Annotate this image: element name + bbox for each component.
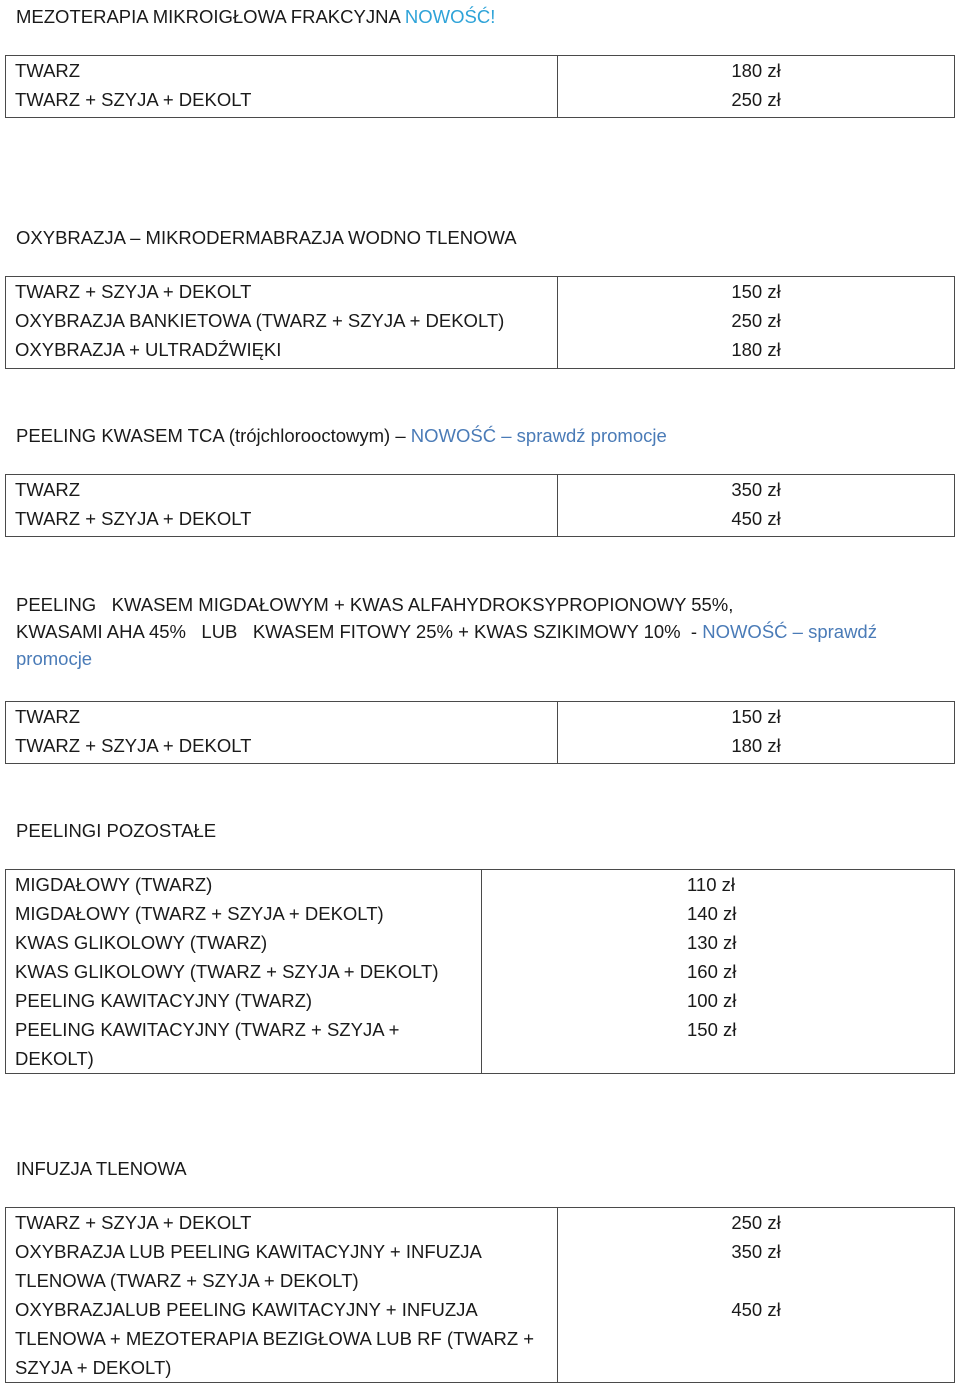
table-row (6, 1208, 955, 1383)
treatment-label: MIGDAŁOWY (TWARZ) (15, 874, 213, 895)
price-value: 100 zł (687, 990, 737, 1011)
price-cell (558, 277, 955, 369)
price-value: 180 zł (731, 735, 781, 756)
section-title-peeling-tca (16, 422, 667, 449)
price-value: 250 zł (731, 89, 781, 110)
table-row (6, 702, 955, 764)
treatment-label: OXYBRAZJA LUB PEELING KAWITACYJNY + INFUZJA TLENOWA (TWARZ + SZYJA + DEKOLT) (15, 1241, 481, 1291)
price-table-peelingi-pozostale (5, 869, 955, 1074)
price-cell (558, 56, 955, 118)
section-title-line: PEELING KWASEM MIGDAŁOWYM + KWAS ALFAHYDROKSYPROPIONOWY 55%, (16, 594, 734, 615)
price-table-infuzja (5, 1207, 955, 1383)
section-title-text: MEZOTERAPIA MIKROIGŁOWA FRAKCYJNA (16, 6, 400, 27)
price-value: 110 zł (687, 874, 735, 895)
treatment-label: TWARZ + SZYJA + DEKOLT (15, 281, 252, 302)
treatment-cell (6, 277, 558, 369)
price-value: 450 zł (731, 508, 781, 529)
section-title-peelingi-pozostale: PEELINGI POZOSTAŁE (16, 820, 217, 841)
price-table-oxybrazja (5, 276, 955, 369)
treatment-label: PEELING KAWITACYJNY (TWARZ) (15, 990, 313, 1011)
price-cell (558, 702, 955, 764)
price-value: 160 zł (687, 961, 737, 982)
price-cell (558, 475, 955, 537)
section-title-oxybrazja: OXYBRAZJA – MIKRODERMABRAZJA WODNO TLENOWA (16, 227, 517, 248)
treatment-label: PEELING KAWITACYJNY (TWARZ + SZYJA + DEKOLT) (15, 1019, 400, 1069)
price-table-mezoterapia (5, 55, 955, 118)
treatment-cell (6, 56, 558, 118)
treatment-cell (6, 870, 482, 1074)
treatment-label: TWARZ (15, 479, 81, 500)
treatment-label: TWARZ (15, 706, 81, 727)
promo-link[interactable]: NOWOŚĆ – sprawdź (702, 621, 877, 642)
promo-link[interactable]: NOWOŚĆ – sprawdź promocje (410, 425, 667, 446)
section-title-peeling-migdalowy (16, 591, 946, 672)
treatment-label: MIGDAŁOWY (TWARZ + SZYJA + DEKOLT) (15, 903, 384, 924)
treatment-label: OXYBRAZJA BANKIETOWA (TWARZ + SZYJA + DEKOLT) (15, 310, 505, 331)
price-cell (482, 870, 955, 1074)
table-row (6, 56, 955, 118)
section-title-line-2 (16, 618, 946, 645)
price-cell (558, 1208, 955, 1383)
treatment-label: TWARZ + SZYJA + DEKOLT (15, 1212, 252, 1233)
price-value: 150 zł (731, 281, 781, 302)
section-title-infuzja: INFUZJA TLENOWA (16, 1158, 187, 1179)
price-table-peeling-migdalowy (5, 701, 955, 764)
treatment-label: KWAS GLIKOLOWY (TWARZ) (15, 932, 268, 953)
price-value: 180 zł (731, 339, 781, 360)
treatment-cell (6, 475, 558, 537)
table-row (6, 870, 955, 1074)
price-value: 150 zł (687, 1019, 737, 1040)
price-value: 450 zł (731, 1299, 781, 1320)
table-row (6, 277, 955, 369)
promo-link-continued[interactable]: promocje (16, 648, 93, 669)
treatment-label: TWARZ + SZYJA + DEKOLT (15, 89, 252, 110)
price-value: 250 zł (731, 310, 781, 331)
treatment-label: KWAS GLIKOLOWY (TWARZ + SZYJA + DEKOLT) (15, 961, 439, 982)
treatment-label: TWARZ + SZYJA + DEKOLT (15, 508, 252, 529)
price-value: 140 zł (687, 903, 737, 924)
price-value: 150 zł (731, 706, 781, 727)
price-value: 180 zł (731, 60, 781, 81)
section-title-text: PEELING KWASEM TCA (trójchlorooctowym) – (16, 425, 406, 446)
treatment-label: TWARZ + SZYJA + DEKOLT (15, 735, 252, 756)
treatment-cell (6, 1208, 558, 1383)
treatment-label: OXYBRAZJA + ULTRADŹWIĘKI (15, 339, 282, 360)
price-value: 250 zł (731, 1212, 781, 1233)
treatment-label: OXYBRAZJALUB PEELING KAWITACYJNY + INFUZJA TLENOWA + MEZOTERAPIA BEZIGŁOWA LUB RF (TWARZ + SZYJA + DEKOLT) (15, 1299, 535, 1378)
treatment-cell (6, 702, 558, 764)
treatment-label: TWARZ (15, 60, 81, 81)
table-row (6, 475, 955, 537)
section-title-text: KWASAMI AHA 45% LUB KWASEM FITOWY 25% + KWAS SZIKIMOWY 10% - (16, 621, 698, 642)
price-value: 350 zł (731, 479, 781, 500)
price-value: 350 zł (731, 1241, 781, 1262)
new-badge: NOWOŚĆ! (404, 6, 496, 27)
section-title-mezoterapia (16, 3, 495, 30)
price-table-peeling-tca (5, 474, 955, 537)
price-value: 130 zł (687, 932, 737, 953)
